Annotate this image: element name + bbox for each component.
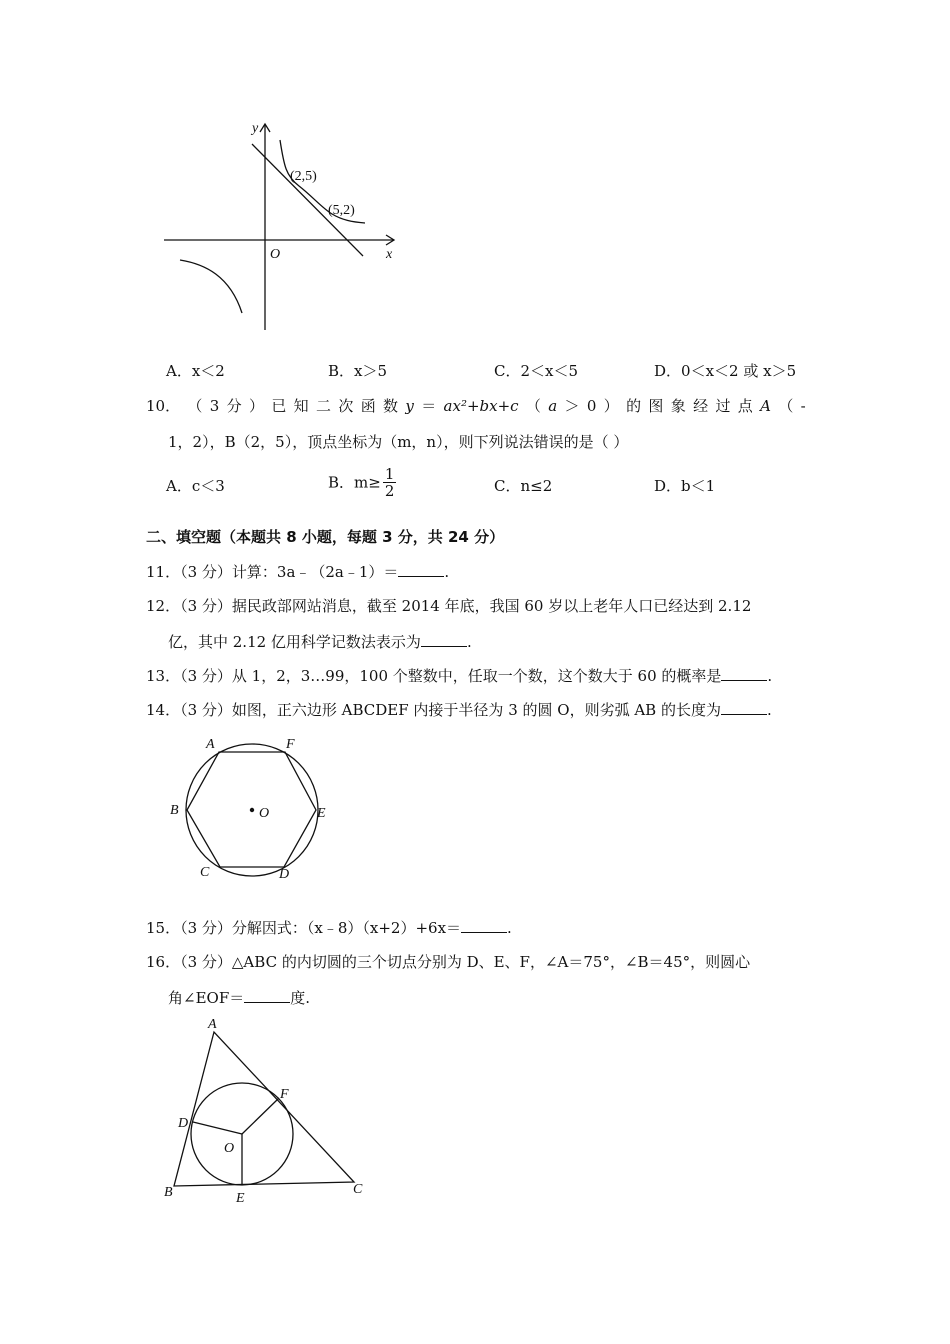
radius-od [193,1122,242,1134]
label-f: F [280,1087,289,1102]
answer-blank [421,632,467,647]
label-a: A [206,737,215,752]
hyperbola-branch-third-quadrant [180,260,242,313]
q9-option-a: A．x＜2 [166,362,225,380]
q10-line1: 10． （ 3 分 ） 已 知 二 次 函 数 y ＝ ax²+bx+c （ a ＞ 0 ） 的 图 象 经 过 点 A （ - [146,397,806,415]
answer-blank [398,562,444,577]
q10-option-d: D．b＜1 [654,477,716,495]
linear-function-line [252,144,363,256]
q16-line1: 16．（3 分）△ABC 的内切圆的三个切点分别为 D、E、F，∠A＝75°，∠B＝45°，则圆心 [146,953,751,971]
answer-blank [461,918,507,933]
answer-blank [721,700,767,715]
q14: 14．（3 分）如图，正六边形 ABCDEF 内接于半径为 3 的圆 O，则劣弧 AB 的长度为 . [146,701,772,719]
label-o: O [224,1141,235,1156]
q9-option-b: B．x＞5 [328,362,388,380]
label-c: C [200,865,210,880]
q10-option-b: B．m≥ $\frac{1}{2}$ [328,465,395,500]
origin-label: O [270,247,281,262]
answer-blank [721,666,767,681]
point-2-5-label: (2,5) [290,169,317,184]
x-axis-label: x [386,247,393,262]
label-e: E [236,1191,245,1206]
label-a: A [208,1017,217,1032]
q11: 11．（3 分）计算：3a﹣（2a﹣1）＝ . [146,563,450,581]
q9-option-d: D．0＜x＜2 或 x＞5 [654,362,797,380]
fraction-one-half: $\frac{1}{2}$ [384,465,395,500]
section-2-title: 二、填空题（本题共 8 小题，每题 3 分，共 24 分） [146,528,505,546]
label-e: E [317,806,326,821]
q15: 15．（3 分）分解因式：（x﹣8）（x+2）+6x＝ . [146,919,512,937]
label-c: C [353,1182,363,1197]
q10-line2: 1，2），B（2，5），顶点坐标为（m，n），则下列说法错误的是（ ） [168,433,629,451]
q13: 13．（3 分）从 1，2，3…99，100 个整数中，任取一个数，这个数大于 60 的概率是 . [146,667,773,685]
q16-incircle-figure [160,1014,380,1214]
q10-option-a: A．c＜3 [166,477,225,495]
q9-graph-figure [160,118,410,338]
label-b: B [164,1185,173,1200]
y-axis-label: y [252,121,259,136]
label-f: F [286,737,295,752]
q14-hexagon-figure [164,730,344,885]
q12-line1: 12．（3 分）据民政部网站消息，截至 2014 年底，我国 60 岁以上老年人口已经达到 2.12 [146,597,752,615]
answer-blank [244,988,290,1003]
label-d: D [178,1116,189,1131]
label-d: D [279,867,290,882]
center-point [250,808,254,812]
radius-of [242,1098,279,1134]
q9-option-c: C．2＜x＜5 [494,362,579,380]
label-b: B [170,803,179,818]
q16-line2: 角∠EOF＝ 度. [168,989,311,1007]
label-o: O [259,806,270,821]
q10-number: 10． [146,397,181,415]
q12-line2: 亿，其中 2.12 亿用科学记数法表示为 . [168,633,472,651]
triangle-abc [174,1032,354,1186]
q10-option-c: C．n≤2 [494,477,553,495]
point-5-2-label: (5,2) [328,203,355,218]
